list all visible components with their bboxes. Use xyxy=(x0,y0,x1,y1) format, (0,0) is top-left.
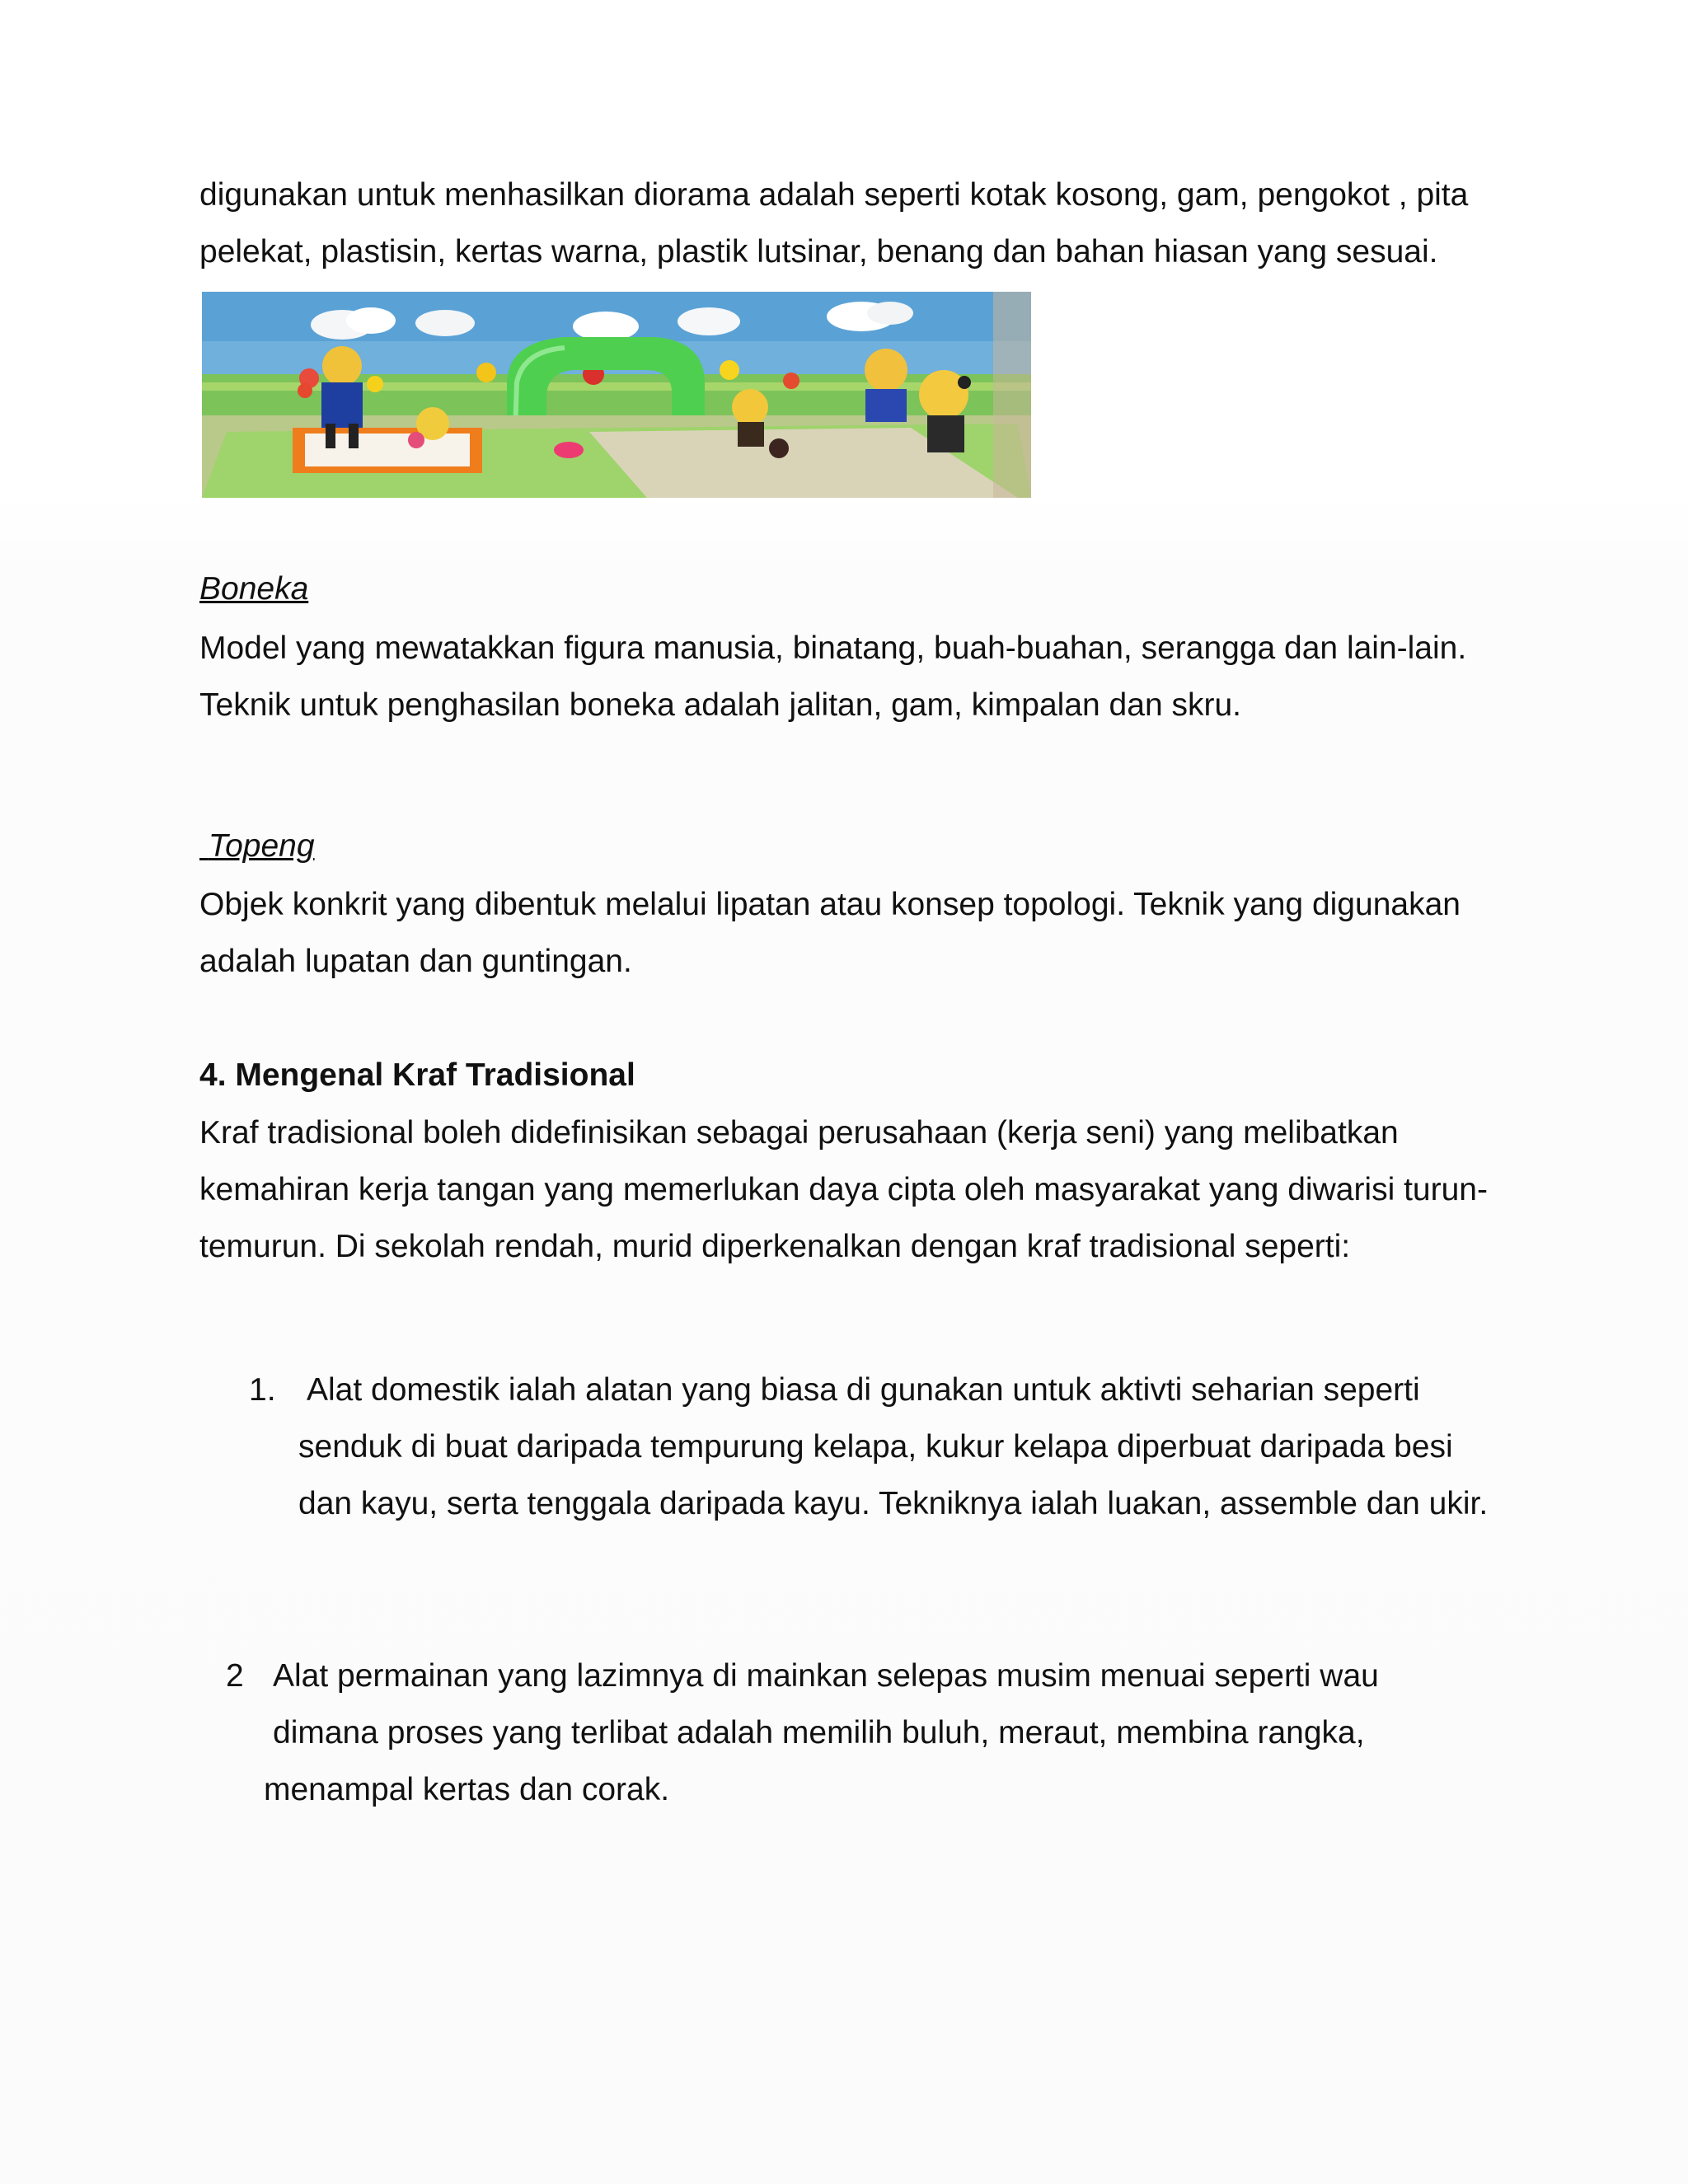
item-2-line-2: dimana proses yang terlibat adalah memilih buluh, meraut, membina rangka, xyxy=(273,1715,1365,1750)
topeng-line-2: adalah lupatan dan guntingan. xyxy=(199,944,632,979)
boneka-line-1: Model yang mewatakkan figura manusia, binatang, buah-buahan, serangga dan lain-lain. xyxy=(199,630,1467,666)
topeng-title: Topeng xyxy=(208,828,315,864)
section-4-heading: 4. Mengenal Kraf Tradisional xyxy=(199,1057,635,1093)
section-4-line-1: Kraf tradisional boleh didefinisikan sebagai perusahaan (kerja seni) yang melibatkan xyxy=(199,1115,1399,1151)
item-2-line-1: Alat permainan yang lazimnya di mainkan selepas musim menuai seperti wau xyxy=(273,1658,1379,1694)
section-4-line-2: kemahiran kerja tangan yang memerlukan daya cipta oleh masyarakat yang diwarisi turun- xyxy=(199,1172,1488,1207)
item-1-line-3: dan kayu, serta tenggala daripada kayu. Tekniknya ialah luakan, assemble dan ukir. xyxy=(298,1486,1489,1521)
item-1-line-1: Alat domestik ialah alatan yang biasa di gunakan untuk aktivti seharian seperti xyxy=(307,1372,1420,1408)
item-2-line-3: menampal kertas dan corak. xyxy=(264,1772,670,1807)
intro-line-2: pelekat, plastisin, kertas warna, plastik lutsinar, benang dan bahan hiasan yang sesuai. xyxy=(199,234,1438,269)
item-1-line-2: senduk di buat daripada tempurung kelapa, kukur kelapa diperbuat daripada besi xyxy=(298,1429,1453,1465)
boneka-heading: Boneka xyxy=(199,571,309,607)
intro-line-1: digunakan untuk menhasilkan diorama adalah seperti kotak kosong, gam, pengokot , pita xyxy=(199,177,1469,213)
item-1-number: 1. xyxy=(249,1372,276,1408)
topeng-line-1: Objek konkrit yang dibentuk melalui lipatan atau konsep topologi. Teknik yang digunakan xyxy=(199,887,1461,922)
topeng-heading xyxy=(199,827,315,865)
boneka-line-2: Teknik untuk penghasilan boneka adalah jalitan, gam, kimpalan dan skru. xyxy=(199,687,1241,723)
diorama-photo xyxy=(202,292,1031,498)
item-2-number: 2 xyxy=(226,1658,244,1694)
section-4-line-3: temurun. Di sekolah rendah, murid diperkenalkan dengan kraf tradisional seperti: xyxy=(199,1229,1351,1264)
